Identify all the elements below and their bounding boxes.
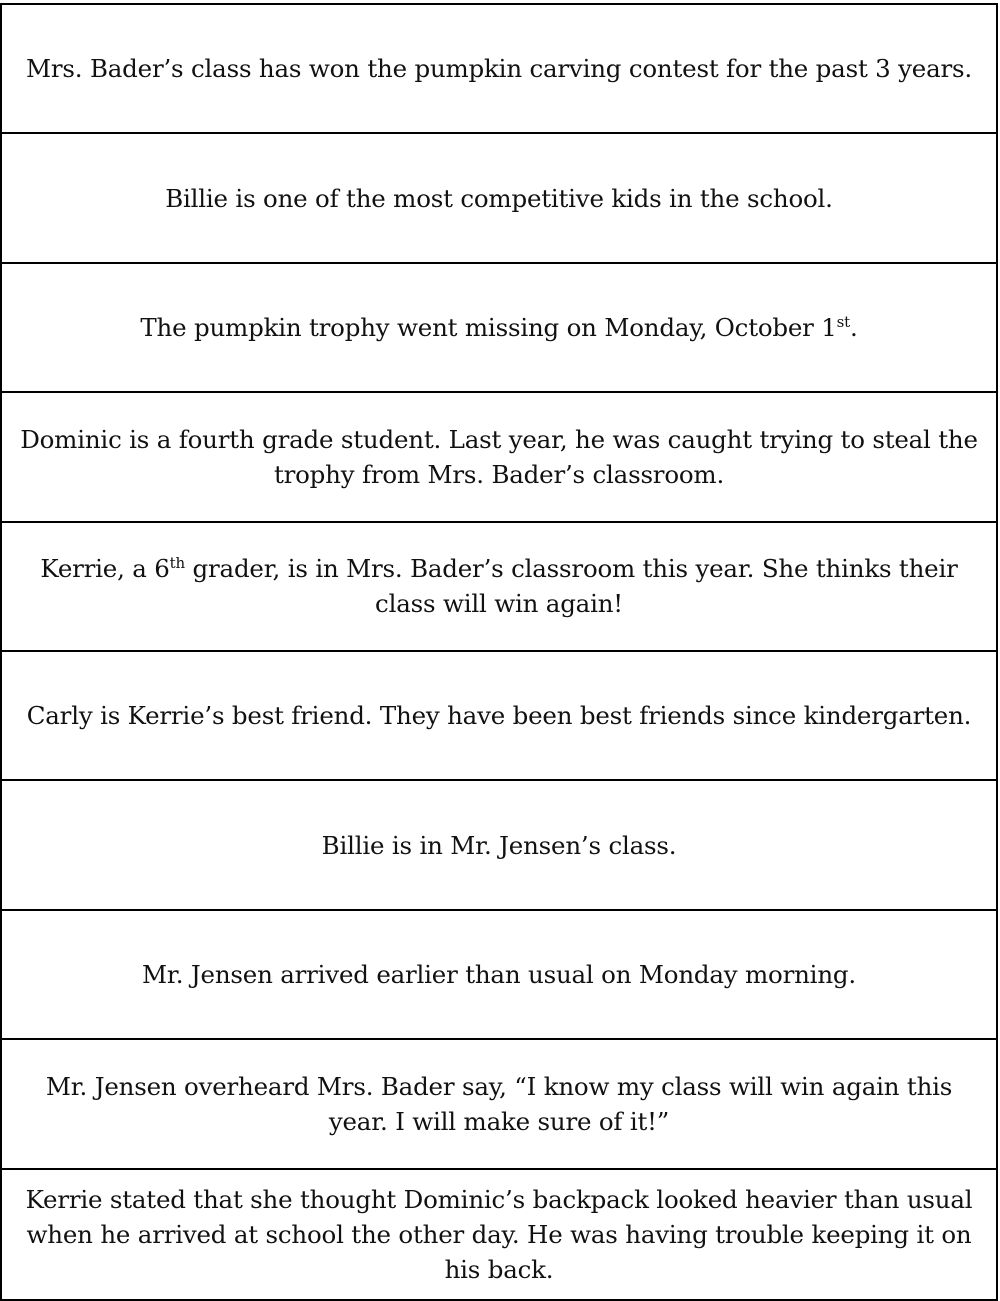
clue-card — [2, 1040, 996, 1169]
clue-card — [2, 5, 996, 134]
clue-text: Kerrie stated that she thought Dominic’s backpack looked heavier than usual when he arrived at school the other day. He was having trouble keeping it on his back. — [25, 1184, 973, 1284]
clue-text: Mrs. Bader’s class has won the pumpkin carving contest for the past 3 years. — [26, 54, 972, 84]
clue-text-part: Kerrie, a 6 — [40, 554, 170, 584]
clue-text: Billie is in Mr. Jensen’s class. — [321, 830, 677, 860]
ordinal-suffix: th — [169, 554, 185, 573]
clue-card — [2, 134, 996, 263]
clue-card — [2, 523, 996, 652]
clue-text — [16, 551, 982, 621]
ordinal-suffix: st — [836, 312, 850, 331]
clue-card — [2, 781, 996, 910]
clue-card — [2, 393, 996, 522]
clue-text: Mr. Jensen arrived earlier than usual on Monday morning. — [142, 959, 856, 989]
clue-card — [2, 652, 996, 781]
clue-card-table — [0, 3, 998, 1301]
clue-card — [2, 911, 996, 1040]
clue-text: Dominic is a fourth grade student. Last year, he was caught trying to steal the trophy from Mrs. Bader’s classroom. — [20, 424, 978, 489]
clue-text: Carly is Kerrie’s best friend. They have been best friends since kindergarten. — [26, 701, 972, 731]
clue-card — [2, 1170, 996, 1299]
clue-text: Mr. Jensen overheard Mrs. Bader say, “I know my class will win again this year. I will make sure of it!” — [45, 1071, 953, 1136]
clue-text: Billie is one of the most competitive kids in the school. — [165, 183, 833, 213]
clue-text-part: . — [850, 312, 858, 342]
clue-text-part: grader, is in Mrs. Bader’s classroom this year. She thinks their class will win again! — [184, 554, 958, 619]
clue-text — [140, 310, 857, 345]
clue-text-part: The pumpkin trophy went missing on Monday, October 1 — [140, 312, 837, 342]
clue-card — [2, 264, 996, 393]
